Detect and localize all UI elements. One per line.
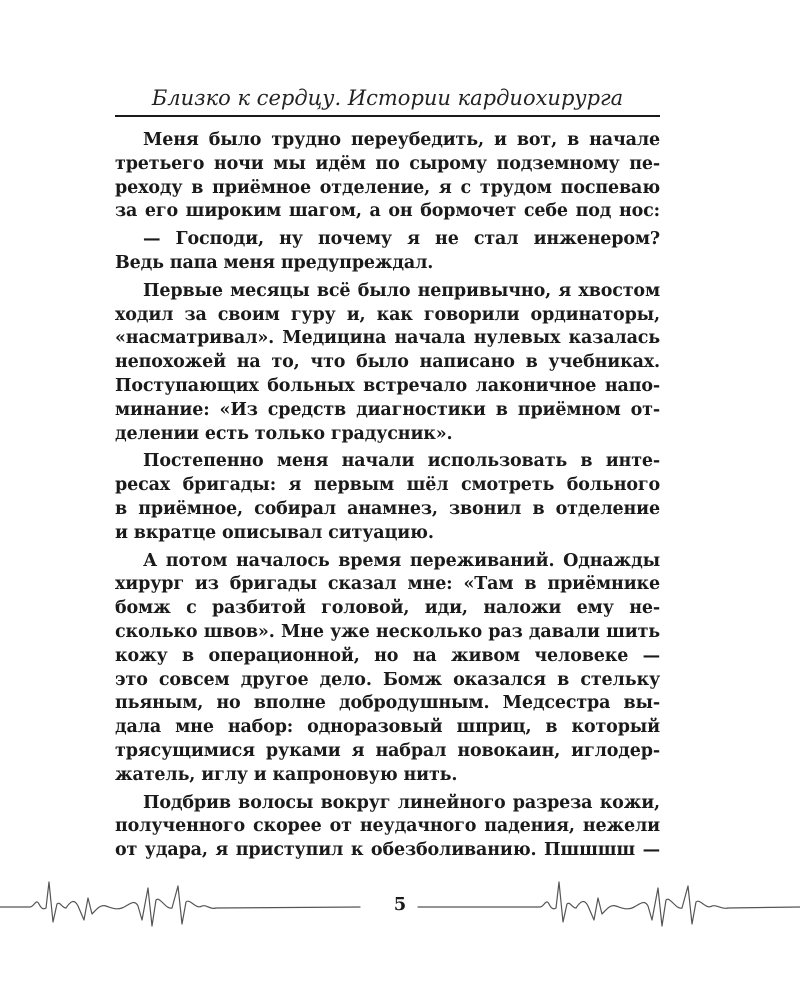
text-line: минание: «Из средств диагностики в приёмном от-: [115, 399, 660, 420]
text-line: от удара, я приступил к обезболиванию. Пшшшш —: [115, 840, 660, 861]
paragraph: [115, 792, 660, 863]
text-line: ресах бригады: я первым шёл смотреть больного: [115, 475, 660, 496]
body-text: [115, 129, 660, 867]
text-line: Подбрив волосы вокруг линейного разреза кожи,: [143, 792, 660, 813]
paragraph: [115, 550, 660, 788]
text-line: Первые месяцы всё было непривычно, я хвостом: [143, 280, 660, 301]
text-line: А потом началось время переживаний. Однажды: [143, 550, 660, 571]
heartbeat-right-line: [418, 882, 800, 926]
text-line: за его широким шагом, а он бормочет себе под нос:: [115, 201, 660, 222]
text-line: кожу в операционной, но на живом человеке —: [115, 645, 660, 666]
header-rule: [115, 115, 660, 117]
text-line: полученного скорее от неудачного падения, нежели: [115, 816, 660, 837]
text-line: ходил за своим гуру и, как говорили ординаторы,: [115, 304, 660, 325]
text-line: жатель, иглу и капроновую нить.: [115, 764, 458, 785]
text-line: непохожей на то, что было написано в учебниках.: [115, 352, 660, 373]
text-line: Поступающих больных встречало лаконичное напо-: [115, 375, 660, 396]
text-line: реходу в приёмное отделение, я с трудом поспеваю: [115, 177, 660, 198]
text-line: в приёмное, собирал анамнез, звонил в отделение: [115, 498, 660, 519]
paragraph: [115, 228, 660, 276]
text-line: Постепенно меня начали использовать в инте-: [143, 451, 660, 472]
text-line: пьяным, но вполне добродушным. Медсестра вы-: [115, 693, 660, 714]
paragraph: [115, 129, 660, 224]
text-line: хирург из бригады сказал мне: «Там в приёмнике: [115, 574, 660, 595]
running-head: Близко к сердцу. Истории кардиохирурга: [151, 86, 624, 110]
text-line: дала мне набор: одноразовый шприц, в который: [115, 717, 660, 738]
text-line: Ведь папа меня предупреждал.: [115, 252, 434, 273]
text-line: трясущимися руками я набрал новокаин, иглодер-: [115, 740, 660, 761]
text-line: — Господи, ну почему я не стал инженером?: [143, 229, 660, 250]
text-line: делении есть только градусник».: [115, 423, 453, 444]
page-number: 5: [393, 894, 407, 915]
text-line: Меня было трудно переубедить, и вот, в начале: [143, 130, 660, 150]
text-line: третьего ночи мы идём по сырому подземному пе-: [115, 153, 660, 174]
text-line: сколько швов». Мне уже несколько раз давали шить: [115, 621, 660, 642]
paragraph: [115, 450, 660, 545]
heartbeat-left-line: [0, 882, 360, 926]
text-line: бомж с разбитой головой, иди, наложи ему не-: [115, 598, 660, 619]
text-line: «насматривал». Медицина начала нулевых казалась: [115, 328, 660, 349]
text-line: и вкратце описывал ситуацию.: [115, 522, 434, 543]
paragraph: [115, 280, 660, 447]
text-line: это совсем другое дело. Бомж оказался в стельку: [115, 669, 660, 690]
